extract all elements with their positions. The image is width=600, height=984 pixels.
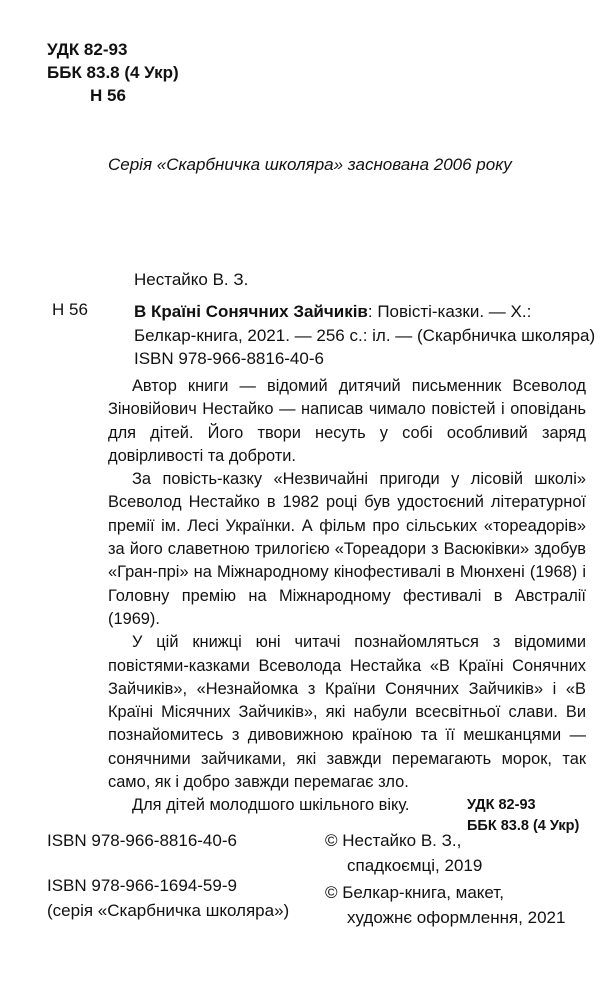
isbn-second: ISBN 978-966-1694-59-9 bbox=[47, 876, 237, 895]
catalog-entry bbox=[134, 300, 596, 371]
annotation-paragraph: У цій книжці юні читачі познайомляться з відомими повістями-казками Всеволода Нестайка «В Країні Сонячних Зайчиків», «Незнайомка з Країни Сонячних Зайчиків» і «В Країні Місячних Зайчиків», які набули всесвітньої слави. Ви познайомитесь з дивовижною країною та її мешканцями — сонячними зайчиками, які завжди перемагають морок, так само, як і добро завжди перемагає зло. bbox=[108, 633, 586, 792]
catalog-isbn: ISBN 978-966-8816-40-6 bbox=[134, 349, 324, 368]
isbn-first: ISBN 978-966-8816-40-6 bbox=[47, 831, 237, 850]
annotation-paragraph: Автор книги — відомий дитячий письменник Всеволод Зіновійович Нестайко — написав чимало повістей і оповідань для дітей. Його твори несуть у собі особливий заряд довірливості та доброти. bbox=[108, 377, 586, 465]
bbk-code: ББК 83.8 (4 Укр) bbox=[47, 63, 179, 82]
copyright-line: © Белкар-книга, макет, bbox=[325, 883, 504, 902]
classification-codes bbox=[47, 38, 179, 107]
udk-code: УДК 82-93 bbox=[467, 797, 536, 813]
udk-code: УДК 82-93 bbox=[47, 40, 128, 59]
catalog-line bbox=[134, 300, 576, 324]
copyright-line: художнє оформлення, 2021 bbox=[347, 908, 566, 927]
isbn-block bbox=[47, 828, 289, 923]
catalog-author: Нестайко В. З. bbox=[134, 270, 249, 289]
catalog-line: Белкар-книга, 2021. — 256 с.: іл. — (Скарбничка школяра) bbox=[134, 325, 596, 345]
copyright-line: © Нестайко В. З., bbox=[325, 831, 462, 850]
annotation-paragraph: Для дітей молодшого шкільного віку. bbox=[132, 796, 410, 815]
annotation-paragraph: За повість-казку «Незвичайні пригоди у лісовій школі» Всеволод Нестайко в 1982 році був удостоєний літературної премії ім. Лесі Українки. А фільм про сільських «тореадорів» за його славетною трилогією «Тореадори з Васюківки» здобув «Гран-прі» на Міжнародному кінофестивалі в Мюнхені (1968) і Головну премію на Міжнародному фестивалі в Австралії (1969). bbox=[108, 470, 586, 628]
annotation bbox=[108, 375, 586, 818]
isbn-series: (серія «Скарбничка школяра») bbox=[47, 901, 290, 920]
series-note: Серія «Скарбничка школяра» заснована 2006 року bbox=[108, 155, 512, 174]
book-title: В Країні Сонячних Зайчиків bbox=[134, 302, 368, 321]
copyright-line: спадкоємці, 2019 bbox=[347, 856, 483, 875]
author-sign: Н 56 bbox=[90, 86, 126, 105]
catalog-line-text: : Повісті-казки. — Х.: bbox=[367, 302, 532, 321]
bbk-code: ББК 83.8 (4 Укр) bbox=[467, 818, 580, 834]
catalog-author-sign: Н 56 bbox=[52, 300, 88, 319]
copyright-block bbox=[325, 828, 565, 930]
